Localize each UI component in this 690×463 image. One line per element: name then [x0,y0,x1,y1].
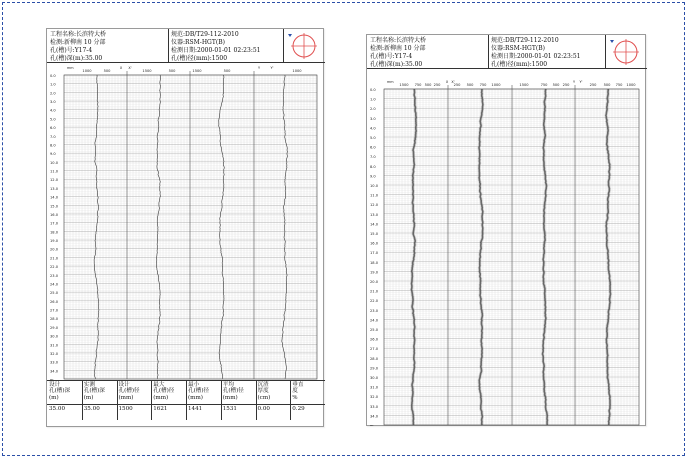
summary-table [47,380,325,420]
depth-label: 4.0 [370,126,376,131]
depth-unit-label: m [370,424,374,426]
depth-label: 20.0 [370,280,379,284]
inspection: 检测:新柳南 10 分部 [50,39,106,46]
scale-label: 1500 [142,69,152,73]
summary-col-value: 1531 [222,406,237,412]
report-sheet-left [46,28,324,427]
depth-label: 10.0 [370,184,379,188]
depth-label: 17.0 [50,221,59,226]
depth-label: 34.0 [370,414,379,419]
scale-label: 500 [466,83,474,87]
depth-label: 25.0 [50,291,59,296]
direction-mark: Y' [270,66,274,70]
depth-label: 13.0 [370,212,379,217]
scale-label: 250 [433,83,441,87]
target-icon [607,37,645,67]
depth-label: 7.0 [370,155,376,160]
spec: 规范:DB/T29-112-2010 [491,37,559,44]
depth-label: 19.0 [370,270,379,275]
depth-label: 17.0 [370,251,379,256]
depth-label: 8.0 [50,143,56,148]
depth-label: 4.0 [50,108,56,113]
inspection: 检测:新柳南 10 分部 [370,45,426,52]
summary-col-label: 垂直 度 % [292,382,304,401]
profile-trace-shadow [606,89,611,425]
depth-label: 14.0 [370,222,379,227]
hole-diameter: 孔(槽)径(mm):1500 [491,61,548,68]
test-date: 检测日期:2000-01-01 02:23:51 [171,47,261,54]
scale-label: 750 [615,83,623,87]
depth-label: 13.0 [50,186,59,191]
scale-label: 500 [103,69,111,73]
scale-label: 500 [168,69,176,73]
direction-mark: X [119,66,123,70]
target-icon [285,31,323,61]
scale-label: 1500 [399,83,409,87]
direction-mark: Y [257,66,261,70]
depth-label: 9.0 [370,174,376,179]
summary-col-value: 35.00 [83,406,100,412]
depth-label: 0.0 [370,88,376,92]
summary-col-value: 1441 [188,406,203,412]
depth-label: 6.0 [370,145,376,150]
depth-label: 2.0 [50,91,56,96]
depth-label: 33.0 [50,360,59,365]
project-name: 工程名称:长滨特大桥 [50,31,107,38]
unit-mark: mm [67,66,74,70]
depth-label: 31.0 [370,385,379,390]
summary-col-label: 设计 孔(槽)深 (m) [49,382,71,401]
depth-label: 12.0 [370,203,379,208]
depth-label: 21.0 [50,256,59,261]
hole-depth: 孔(槽)深(m):35.00 [370,61,423,68]
scale-label: 500 [424,83,432,87]
depth-label: 27.0 [370,347,379,352]
depth-label: 33.0 [370,404,379,409]
depth-label: 22.0 [50,265,59,270]
depth-unit-label: m [50,378,54,380]
profile-trace [282,75,288,379]
scale-label: 1500 [519,83,529,87]
depth-label: 11.0 [370,193,379,198]
direction-mark: X [445,80,449,84]
instrument: 仪器:RSM-HGT(B) [491,45,545,52]
depth-label: 25.0 [370,328,379,332]
depth-label: 31.0 [50,343,59,348]
depth-label: 26.0 [370,337,379,342]
scale-label: 500 [223,69,231,73]
direction-mark: X' [128,66,132,70]
scale-label: 750 [540,83,548,87]
depth-label: 30.0 [370,376,379,380]
hole-number: 孔(槽)号:Y17-4 [370,53,413,60]
scale-label: 1000 [491,83,501,87]
depth-label: 30.0 [50,334,59,339]
depth-label: 6.0 [50,126,56,131]
depth-label: 3.0 [50,100,56,105]
depth-label: 29.0 [370,366,379,371]
direction-mark: Y [572,80,576,84]
depth-label: 9.0 [50,152,56,157]
summary-col-value: 0.00 [257,406,270,412]
depth-label: 19.0 [50,239,59,244]
depth-label: 24.0 [370,318,379,323]
depth-label: 28.0 [370,356,379,361]
profile-chart-left [47,62,325,380]
scale-label: 250 [562,83,570,87]
scale-label: 1000 [292,69,302,73]
scale-label: 750 [479,83,487,87]
depth-label: 21.0 [370,289,379,294]
depth-label: 32.0 [370,395,379,400]
profile-trace [94,75,99,379]
depth-label: 18.0 [370,260,379,265]
summary-col-label: 实测 孔(槽)深 (m) [83,382,105,401]
scale-label: 750 [414,83,422,87]
depth-label: 24.0 [50,282,59,287]
summary-col-label: 沉渣 厚度 (cm) [257,382,271,401]
depth-label: 28.0 [50,317,59,322]
depth-label: 5.0 [50,117,56,122]
summary-col-value: 1500 [118,406,133,412]
direction-mark: Y' [579,80,583,84]
summary-col-label: 设计 孔(槽)径 (mm) [118,382,140,401]
depth-label: 34.0 [50,369,59,374]
summary-col-value: 35.00 [49,406,66,412]
depth-label: 5.0 [370,136,376,140]
depth-label: 27.0 [50,308,59,313]
summary-col-value: 1621 [153,406,168,412]
hole-diameter: 孔(槽)径(mm):1500 [171,55,228,62]
scale-label: 500 [603,83,611,87]
hole-number: 孔(槽)号:Y17-4 [50,47,93,54]
project-name: 工程名称:长滨特大桥 [370,37,427,44]
depth-label: 18.0 [50,230,59,235]
scale-label: 250 [589,83,597,87]
summary-col-label: 最小 孔(槽)径 (mm) [188,382,210,401]
depth-label: 12.0 [50,178,59,183]
scale-label: 250 [453,83,461,87]
profile-chart-right [367,68,647,426]
depth-label: 1.0 [370,97,376,102]
instrument: 仪器:RSM-HGT(B) [171,39,225,46]
depth-label: 29.0 [50,325,59,330]
depth-label: 7.0 [50,134,56,139]
depth-label: 11.0 [50,169,59,174]
profile-trace-shadow [479,89,483,425]
depth-label: 16.0 [370,241,379,246]
scale-label: 1000 [626,83,636,87]
scale-label: 1500 [192,69,202,73]
depth-label: 20.0 [50,247,59,252]
summary-col-value: 0.29 [292,406,305,412]
scale-label: 1000 [82,69,92,73]
depth-label: 1.0 [50,82,56,87]
depth-label: 10.0 [50,160,59,165]
depth-label: 14.0 [50,195,59,200]
depth-label: 22.0 [370,299,379,304]
depth-label: 23.0 [370,308,379,313]
depth-label: 15.0 [370,232,379,236]
summary-col-label: 最大 孔(槽)径 (mm) [153,382,175,401]
depth-label: 26.0 [50,299,59,304]
scale-label: 500 [552,83,560,87]
spec: 规范:DB/T29-112-2010 [171,31,239,38]
depth-label: 3.0 [370,116,376,121]
profile-trace [219,75,225,379]
depth-label: 0.0 [50,74,56,78]
profile-trace-shadow [411,89,416,425]
depth-label: 23.0 [50,273,59,278]
test-date: 检测日期:2000-01-01 02:23:51 [491,53,581,60]
hole-depth: 孔(槽)深(m):35.00 [50,55,103,62]
depth-label: 32.0 [50,351,59,356]
depth-label: 16.0 [50,212,59,217]
depth-label: 8.0 [370,164,376,169]
direction-mark: X' [451,80,455,84]
depth-label: 15.0 [50,204,59,209]
unit-mark: mm [387,80,394,84]
report-sheet-right [366,34,646,426]
profile-trace-shadow [543,89,548,425]
summary-col-label: 平均 孔(槽)径 (mm) [222,382,244,401]
depth-label: 2.0 [370,107,376,112]
